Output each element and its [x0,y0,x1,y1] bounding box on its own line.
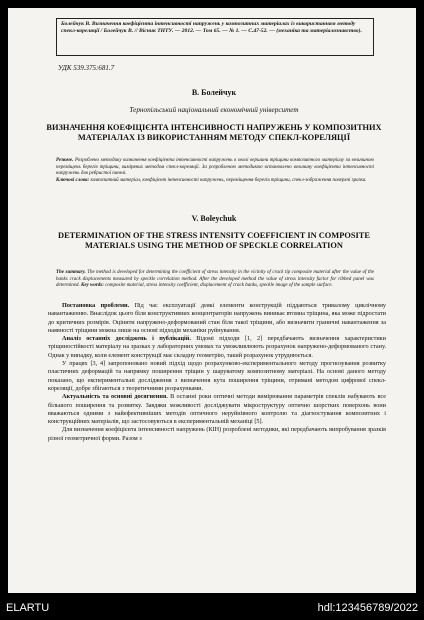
title-en: DETERMINATION OF THE STRESS INTENSITY COEFFICIENT IN COMPOSITE MATERIALS USING THE METHOD OF SPECKLE CORRELATION [58,231,370,250]
keywords-en-label: Key words: [81,283,104,289]
keywords-ua: композитний матеріал, коефіцієнт інтенсивності напружень, переміщення берегів тріщини, спекл-зображення поверхні зразка. [90,177,367,183]
section-label: Аналіз останніх досліджень і публікацій. [62,335,191,343]
paragraph [48,360,386,393]
handle-id: hdl:123456789/2022 [317,602,418,614]
paragraph [48,426,386,443]
affiliation-ua: Тернопільський національний економічний університет [129,106,299,114]
section-label: Актуальність та основні досягнення. [62,393,168,401]
footer-bar [0,598,424,620]
paragraph-text: Під час експлуатації деякі елементи конструкцій піддаються тривалому циклічному навантаженню. Внаслідок цього біля конструктивних концентраторів напружень виникає втомна тріщина, яка може підростати до критичних розмірів. Оцінити напружено-деформований стан біля такої тріщини, або визначити граничні навантаження за наявності тріщини можна лише на основі підходів механіки руйнування. [48,302,387,334]
summary-en: The method is developed for determining the coefficient of stress intensity in the vicinity of crack tip composite material after the value of the banks crack displacements measured by speckle correlation method. After the developed method the value of stress intensity factor for ribbed panel was determined. [56,270,374,289]
title-ua: ВИЗНАЧЕННЯ КОЕФІЦІЄНТА ІНТЕНСИВНОСТІ НАПРУЖЕНЬ У КОМПОЗИТНИХ МАТЕРІАЛАХ ІЗ ВИКОРИСТАННЯМ МЕТОДУ СПЕКЛ-КОРЕЛЯЦІЇ [46,123,382,142]
paragraph [48,393,386,426]
paragraph [48,302,386,335]
abstract-en [56,270,374,290]
citation-box [56,18,374,56]
paragraph [48,335,386,360]
summary-en-label: The summary. [56,270,86,275]
paragraph-text: В останні роки оптичні методи вимірювання параметрів спеклів набувають все більшого поширення та розвитку. Завдяки можливості досліджувати мікроструктуру оптично шорстких поверхонь вони вважаються одними з найефективніших методів оптичного неруйнівного контролю та діагностування композитних і конструкційних матеріалів, що застосовуються в експериментальній механіці [5]. [48,393,386,426]
paragraph-text: Для визначення коефіцієнта інтенсивності напружень (КІН) розроблені методики, які передбачають випробування зразків різної геометричної форми. Разом з [48,426,386,442]
udk-code: УДК 539.375:681.7 [58,64,115,72]
citation-text: Болейчук В. Визначення коефіцієнта інтенсивності напружень у композитних матеріалах із використанням методу спекл-кореляції / Болейчук В. // Вісник ТНТУ. — 2012. — Том 65. — № 1. — С.47-52. — (механіка та матеріалознавство). [61,21,362,34]
document-page [8,8,416,593]
keywords-en: composite material, stress intensity coefficient, displacement of crack banks, speckle image of the sample surface. [105,283,333,289]
paragraph-text: У працях [3, 4] запропоновано новий підхід щодо розрахунково-експериментального методу прогнозування розвитку пластичних деформацій та напрямку поширення тріщин у шаруватому композитному матеріалі. На основі даного методу показано, що експериментальні дослідження з визначення кута поширення тріщини, отримані методом цифрової спекл-кореляції, добре збігаються з теоретичними розрахунками. [48,360,386,392]
article-body [48,302,386,443]
summary-ua-label: Резюме. [56,158,74,163]
summary-ua: Розроблено методику визначення коефіцієнта інтенсивності напружень в околі вершини тріщини композитного матеріалу за величиною переміщень берегів тріщини, виміряних методом спекл-кореляції. За розробленою методикою встановлено величину коефіцієнта інтенсивності напружень для ребристої панелі. [56,158,374,177]
abstract-ua [56,158,374,184]
author-en: V. Boleychuk [191,214,237,223]
paragraph-text: Відомі підходи [1, 2] передбачають визначення характеристики тріщиностійкості матеріалу на зразках у лабораторних умовах та уможливлюють розрахунок напружено-деформованого стану. Однак у випадку, коли елемент конструкції має складну геометрію, такий розрахунок утруднюється. [48,335,386,359]
section-label: Постановка проблеми. [62,302,130,309]
keywords-ua-label: Ключові слова: [56,177,90,183]
repository-name: ELARTU [6,602,50,614]
author-ua: В. Болейчук [191,88,237,97]
